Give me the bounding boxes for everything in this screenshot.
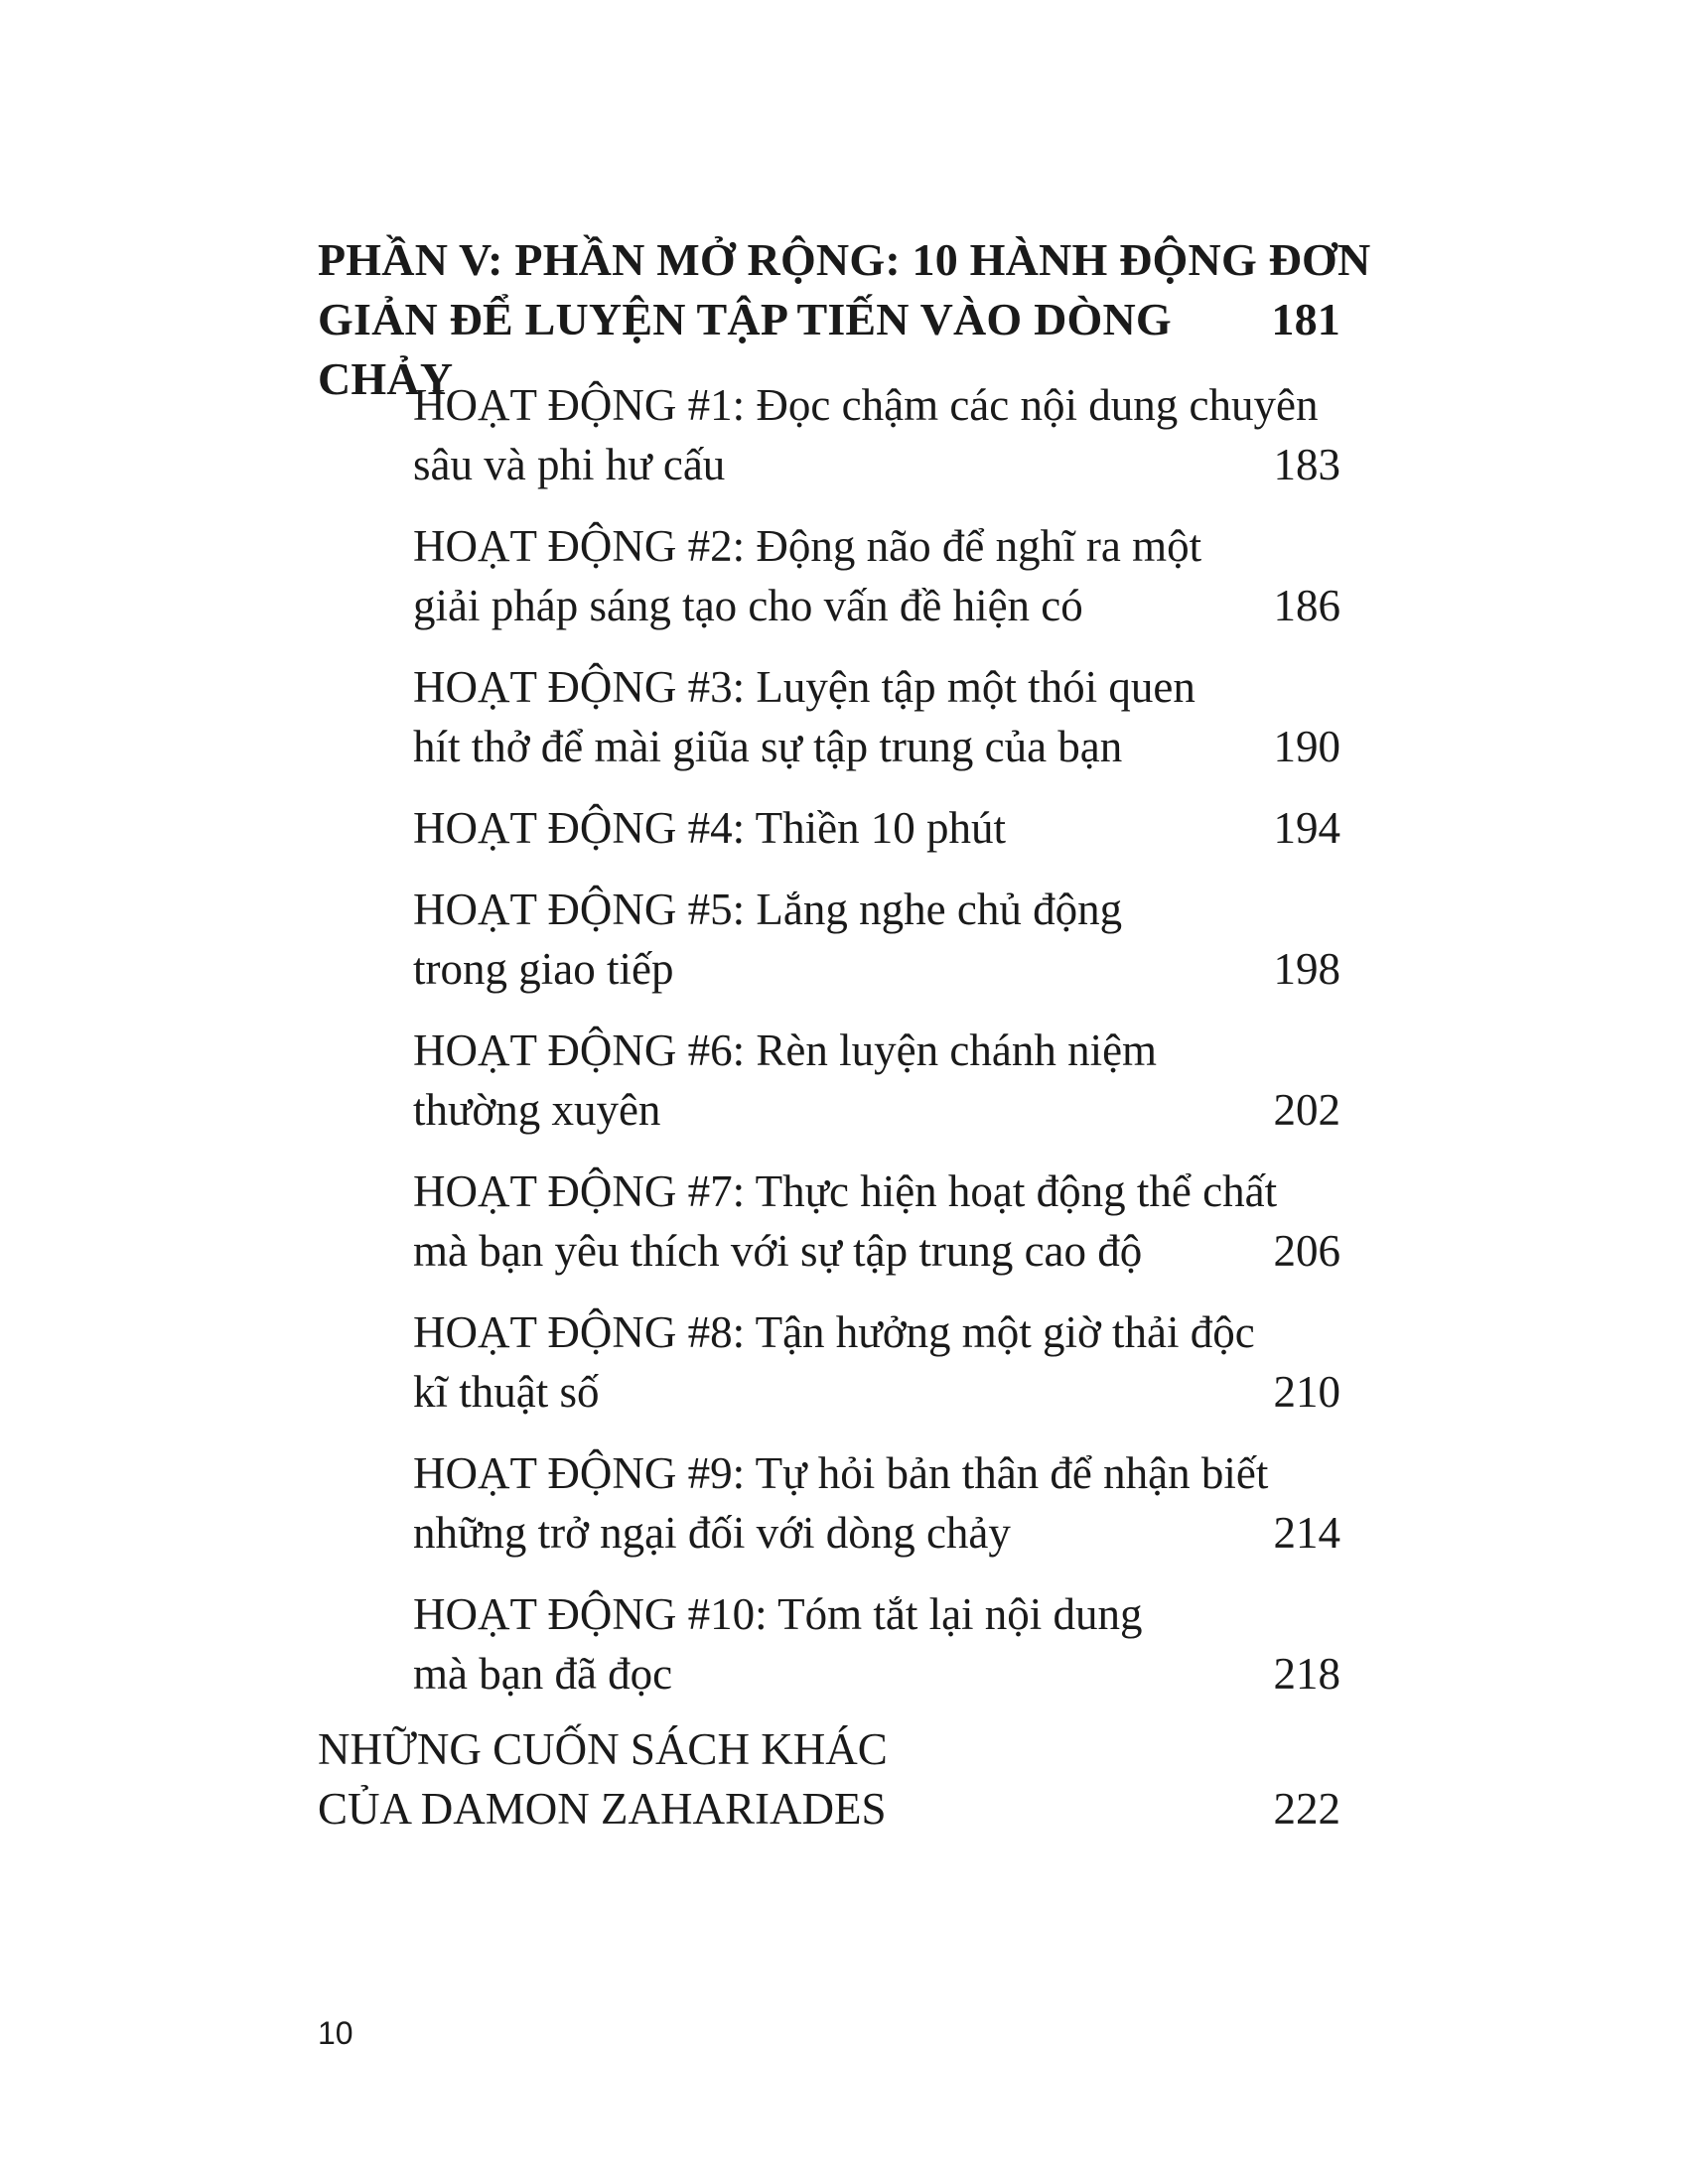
toc-entry-title: HOẠT ĐỘNG #4: Thiền 10 phút (413, 803, 1007, 853)
toc-entry-title: HOẠT ĐỘNG #10: Tóm tắt lại nội dung (413, 1589, 1143, 1639)
toc-entry-title: HOẠT ĐỘNG #1: Đọc chậm các nội dung chuyên (413, 380, 1319, 430)
toc-entry-title-cont: mà bạn đã đọc (413, 1649, 673, 1699)
toc-entry (413, 1161, 1340, 1302)
toc-entry-title-cont: thường xuyên (413, 1085, 661, 1135)
toc-entry-title: HOẠT ĐỘNG #5: Lắng nghe chủ động (413, 885, 1123, 934)
toc-entry-title: HOẠT ĐỘNG #2: Động não để nghĩ ra một (413, 521, 1202, 571)
toc-entry (413, 657, 1340, 798)
page-number-footer: 10 (318, 2015, 353, 2051)
toc-entry (413, 1021, 1340, 1161)
other-books-entry (318, 1719, 1340, 1839)
toc-entry-row (413, 1080, 1340, 1140)
toc-entry-page-number: 190 (1273, 722, 1340, 771)
toc-list (413, 375, 1340, 1725)
toc-entry-row (413, 1362, 1340, 1422)
other-books-row (318, 1779, 1340, 1839)
toc-entry-title-cont: mà bạn yêu thích với sự tập trung cao độ (413, 1226, 1143, 1276)
other-books-page-number: 222 (1273, 1784, 1340, 1834)
toc-entry-title-cont: kĩ thuật số (413, 1367, 600, 1417)
toc-entry-page-number: 214 (1273, 1508, 1340, 1558)
toc-entry-page-number: 202 (1273, 1085, 1340, 1135)
toc-entry-title: HOẠT ĐỘNG #8: Tận hưởng một giờ thải độc (413, 1307, 1255, 1357)
toc-entry-row (413, 435, 1340, 494)
other-books-title: NHỮNG CUỐN SÁCH KHÁC (318, 1724, 888, 1774)
toc-entry-title-cont: trong giao tiếp (413, 944, 674, 994)
toc-entry-page-number: 218 (1273, 1649, 1340, 1699)
section-title-line-2: GIẢN ĐỂ LUYỆN TẬP TIẾN VÀO DÒNG CHẢY (318, 294, 1172, 404)
toc-entry-title-cont: hít thở để mài giũa sự tập trung của bạn (413, 722, 1123, 771)
toc-entry-page-number: 194 (1273, 803, 1340, 853)
toc-entry-page-number: 198 (1273, 944, 1340, 994)
toc-entry (413, 1584, 1340, 1725)
toc-entry (413, 375, 1340, 516)
toc-entry-title: HOẠT ĐỘNG #9: Tự hỏi bản thân để nhận biết (413, 1448, 1269, 1498)
toc-entry-row (413, 939, 1340, 999)
section-page-number: 181 (1271, 294, 1340, 344)
toc-entry-title: HOẠT ĐỘNG #3: Luyện tập một thói quen (413, 662, 1196, 712)
toc-entry-row (413, 1503, 1340, 1563)
toc-entry-page-number: 186 (1273, 581, 1340, 630)
toc-entry-title: HOẠT ĐỘNG #6: Rèn luyện chánh niệm (413, 1025, 1158, 1075)
section-title-line-1: PHẦN V: PHẦN MỞ RỘNG: 10 HÀNH ĐỘNG ĐƠN (318, 234, 1371, 285)
toc-entry-row (413, 576, 1340, 635)
toc-entry-row (413, 1644, 1340, 1704)
toc-entry-page-number: 183 (1273, 440, 1340, 489)
toc-entry-page-number: 210 (1273, 1367, 1340, 1417)
toc-entry-page-number: 206 (1273, 1226, 1340, 1276)
toc-entry (413, 880, 1340, 1021)
toc-entry-row (413, 798, 1340, 858)
toc-entry (413, 516, 1340, 657)
toc-entry-title-cont: giải pháp sáng tạo cho vấn đề hiện có (413, 581, 1083, 630)
toc-entry (413, 798, 1340, 880)
toc-entry (413, 1443, 1340, 1584)
toc-entry-title-cont: những trở ngại đối với dòng chảy (413, 1508, 1011, 1558)
toc-entry-title-cont: sâu và phi hư cấu (413, 440, 726, 489)
toc-entry (413, 1302, 1340, 1443)
toc-entry-row (413, 1221, 1340, 1281)
other-books-title-cont: CỦA DAMON ZAHARIADES (318, 1784, 887, 1834)
toc-entry-title: HOẠT ĐỘNG #7: Thực hiện hoạt động thể chất (413, 1166, 1278, 1216)
toc-entry-row (413, 717, 1340, 776)
